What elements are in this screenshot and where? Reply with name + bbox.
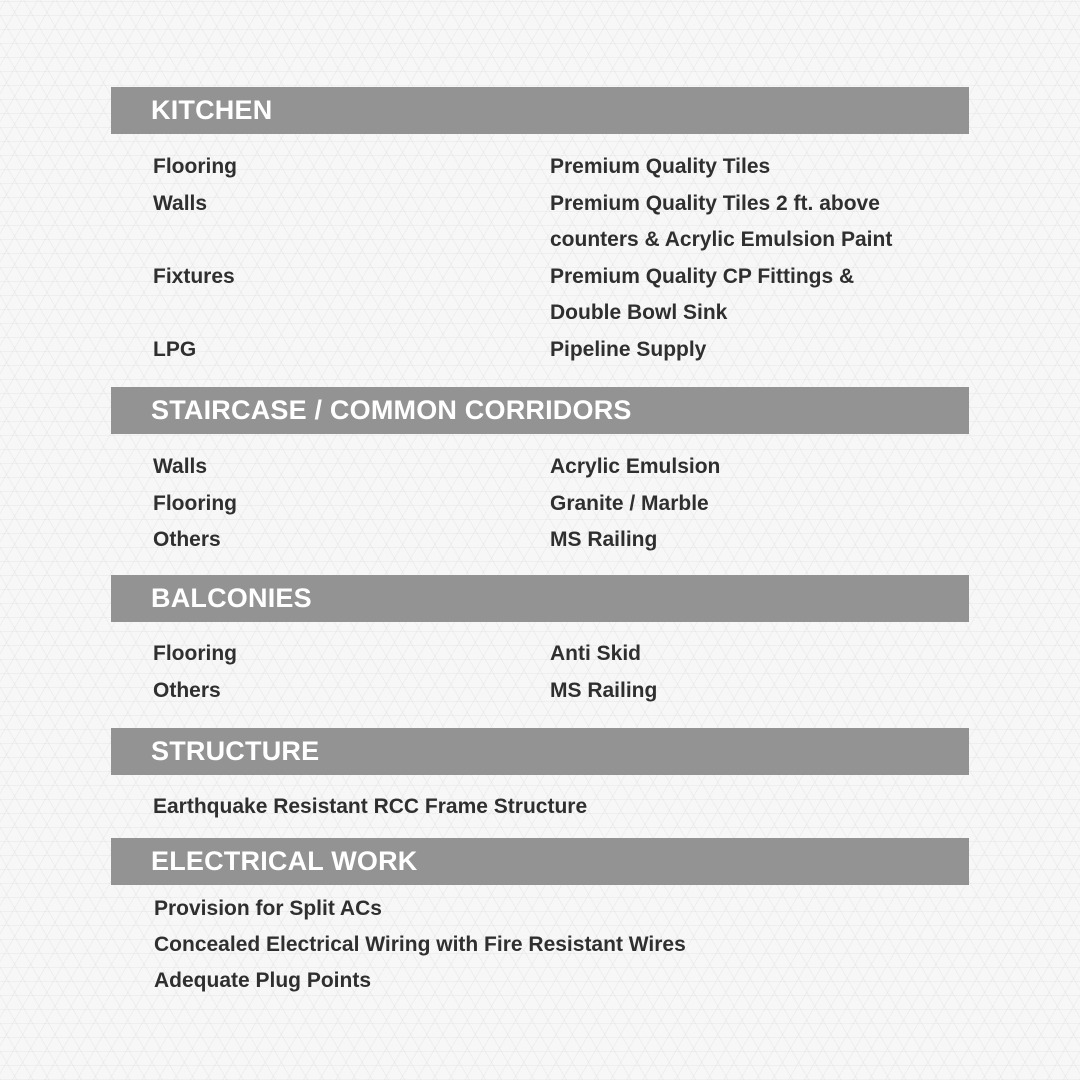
electrical-item: Provision for Split ACs [154,897,382,920]
electrical-item: Concealed Electrical Wiring with Fire Resistant Wires [154,933,686,956]
staircase-walls-label: Walls [153,455,208,478]
kitchen-lpg-label: LPG [153,338,197,361]
structure-text: Earthquake Resistant RCC Frame Structure [153,795,588,818]
kitchen-flooring-label: Flooring [153,155,237,178]
kitchen-walls-label: Walls [153,192,208,215]
balconies-others-value: MS Railing [550,679,658,702]
balconies-flooring-label: Flooring [153,642,237,665]
structure-title: STRUCTURE [151,736,320,766]
electrical-title: ELECTRICAL WORK [151,846,418,876]
kitchen-flooring-value: Premium Quality Tiles [550,155,771,178]
electrical-header [111,838,969,885]
balconies-header [111,575,969,622]
staircase-others-value: MS Railing [550,528,658,551]
kitchen-header [111,87,969,134]
kitchen-walls-value-line2: counters & Acrylic Emulsion Paint [550,228,893,251]
kitchen-fixtures-value-line2: Double Bowl Sink [550,301,728,324]
staircase-header [111,387,969,434]
kitchen-fixtures-value-line1: Premium Quality CP Fittings & [550,265,855,288]
electrical-item: Adequate Plug Points [154,969,372,992]
kitchen-walls-value-line1: Premium Quality Tiles 2 ft. above [550,192,880,215]
staircase-title: STAIRCASE / COMMON CORRIDORS [151,395,632,425]
balconies-flooring-value: Anti Skid [550,642,642,665]
staircase-others-label: Others [153,528,221,551]
kitchen-fixtures-label: Fixtures [153,265,235,288]
kitchen-title: KITCHEN [151,95,273,125]
staircase-flooring-label: Flooring [153,492,237,515]
balconies-title: BALCONIES [151,583,312,613]
kitchen-lpg-value: Pipeline Supply [550,338,707,361]
balconies-others-label: Others [153,679,221,702]
staircase-walls-value: Acrylic Emulsion [550,455,721,478]
staircase-flooring-value: Granite / Marble [550,492,709,515]
structure-header [111,728,969,775]
